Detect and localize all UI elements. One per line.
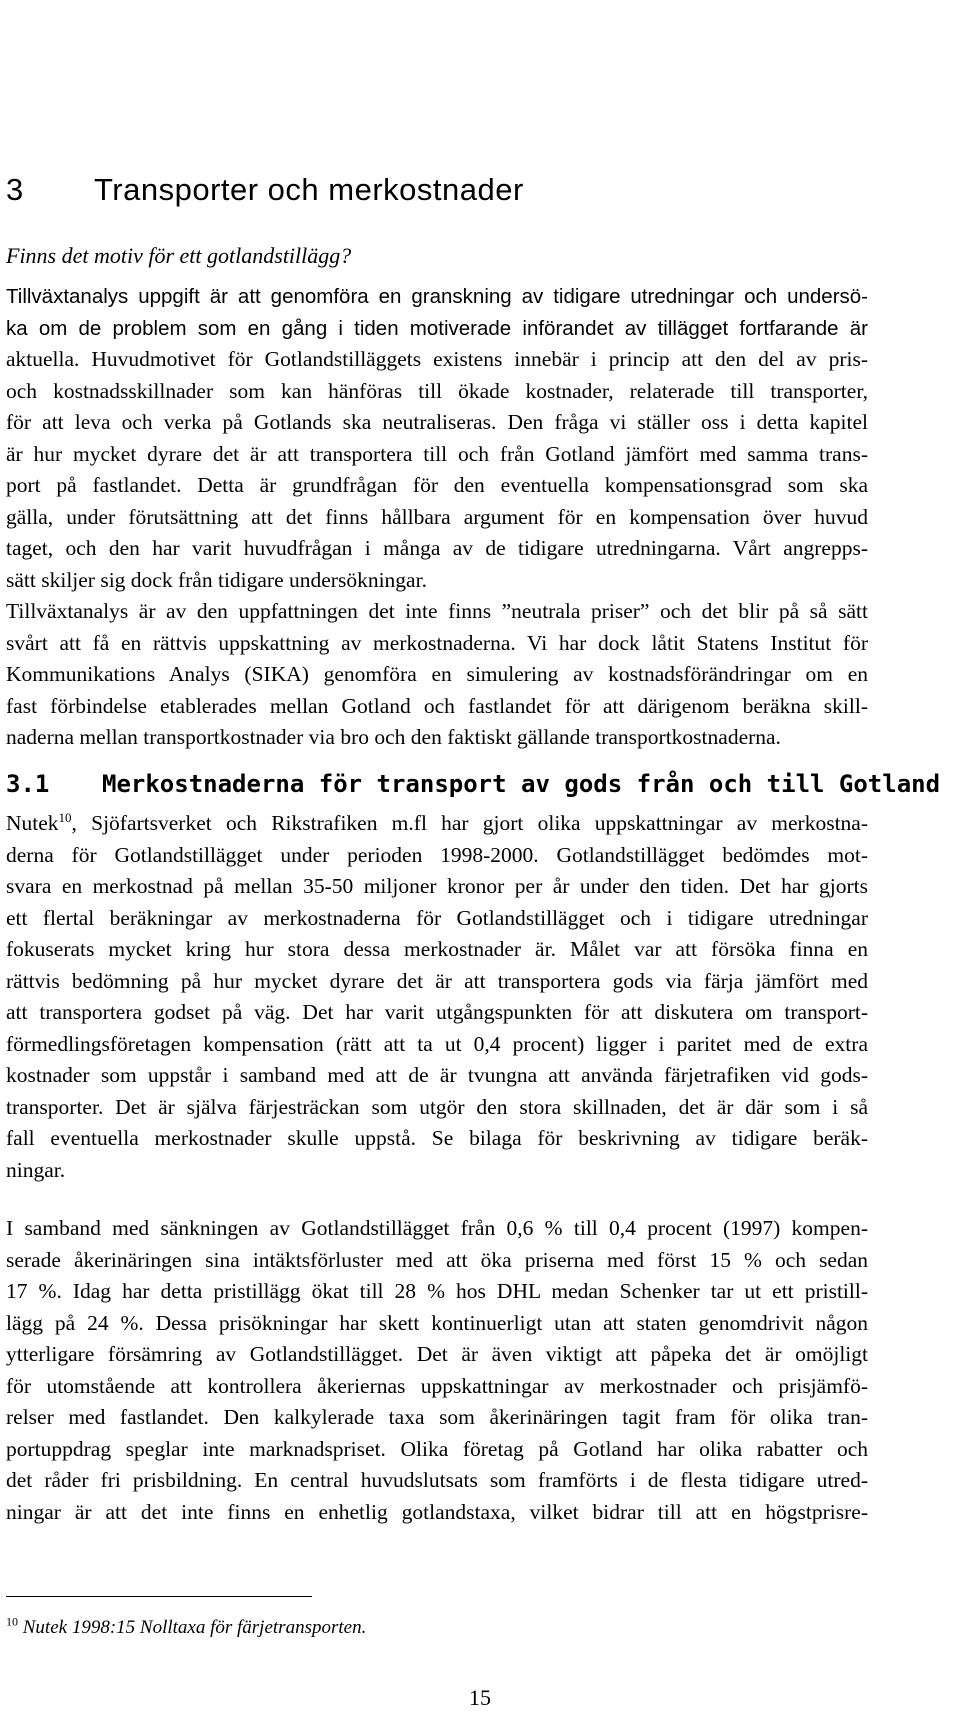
chapter-question: Finns det motiv för ett gotlandstillägg? [6, 243, 352, 268]
paragraph-line: lägg på 24 %. Dessa prisökningar har skett kontinuerligt utan att staten genomdrivit någon [6, 1310, 868, 1335]
paragraph-line: transporter. Det är själva färjesträckan som utgör den stora skillnaden, det är där som i så [6, 1094, 868, 1119]
chapter-title: Transporter och merkostnader [94, 172, 524, 207]
paragraph-line: och kostnadsskillnader som kan hänföras till ökade kostnader, relaterade till transporter, [6, 378, 868, 403]
section-title: Merkostnaderna för transport av gods från och till Gotland [102, 770, 941, 798]
paragraph-two [6, 596, 868, 754]
paragraph-line: det råder fri prisbildning. En central huvudslutsats som framförts i de flesta tidigare utred- [6, 1468, 868, 1492]
paragraph-line: Tillväxtanalys är av den uppfattningen det inte finns ”neutrala priser” och det blir på så sätt [6, 599, 868, 623]
paragraph-line: Kommunikations Analys (SIKA) genomföra en simulering av kostnadsförändringar om en [6, 662, 868, 686]
intro-paragraph [6, 281, 868, 596]
paragraph-line: naderna mellan transportkostnader via bro och den faktiskt gällande transportkostnaderna. [6, 725, 781, 749]
chapter-heading [6, 172, 524, 208]
paragraph-line: 17 %. Idag har detta pristillägg ökat till 28 % hos DHL medan Schenker tar ut ett pristill- [6, 1279, 868, 1303]
footnote-reference[interactable]: 10 [58, 809, 72, 825]
section-number: 3.1 [6, 770, 50, 798]
page-number: 15 [469, 1685, 491, 1710]
paragraph-line: för att leva och verka på Gotlands ska neutraliseras. Den fråga vi ställer oss i detta kapitel [6, 410, 868, 434]
paragraph-line: ningar. [6, 1157, 66, 1182]
paragraph-line: förmedlingsföretagen kompensation (rätt att ta ut 0,4 procent) ligger i paritet med de extra [6, 1031, 868, 1056]
paragraph-line: taget, och den har varit huvudfrågan i många av de tidigare utredningarna. Vårt angrepps- [6, 536, 868, 560]
paragraph-line: rättvis bedömning på hur mycket dyrare det är att transportera gods via färja jämfört med [6, 968, 868, 993]
paragraph-line: port på fastlandet. Detta är grundfrågan för den eventuella kompensationsgrad som ska [6, 473, 868, 497]
paragraph-line: kostnader som uppstår i samband med att de är tvungna att använda färjetrafiken vid gods- [6, 1063, 868, 1087]
footnote [6, 1614, 367, 1639]
paragraph-line: relser med fastlandet. Den kalkylerade taxa som åkerinäringen tagit fram för olika tran- [6, 1405, 868, 1429]
paragraph-line: Tillväxtanalys uppgift är att genomföra en granskning av tidigare utredningar och undersö- [6, 285, 868, 308]
paragraph-line: fast förbindelse etablerades mellan Gotland och fastlandet för att därigenom beräkna skill- [6, 693, 868, 718]
paragraph-line: sätt skiljer sig dock från tidigare undersökningar. [6, 567, 427, 592]
paragraph-line: serade åkerinäringen sina intäktsförluster med att öka priserna med först 15 % och sedan [6, 1247, 868, 1272]
paragraph-line: fokuserats mycket kring hur stora dessa merkostnader är. Målet var att försöka finna en [6, 937, 868, 961]
paragraph-line: ka om de problem som en gång i tiden motiverade införandet av tillägget fortfarande är [6, 316, 868, 340]
line-rest: , Sjöfartsverket och Rikstrafiken m.fl har gjort olika uppskattningar av merkostna- [71, 811, 868, 835]
paragraph-line: ningar är att det inte finns en enhetlig gotlandstaxa, vilket bidrar till att en högstprisre- [6, 1499, 868, 1524]
paragraph-line: är hur mycket dyrare det är att transportera till och från Gotland jämfört med samma trans- [6, 441, 868, 466]
paragraph-four [6, 1213, 868, 1528]
nutek-word: Nutek [6, 811, 59, 835]
paragraph-line: ett flertal beräkningar av merkostnaderna för Gotlandstillägget och i tidigare utredningar [6, 905, 868, 930]
footnote-text: Nutek 1998:15 Nolltaxa för färjetransporten. [22, 1617, 367, 1638]
paragraph-line: derna för Gotlandstillägget under perioden 1998-2000. Gotlandstillägget bedömdes mot- [6, 842, 868, 867]
paragraph-line: gälla, under förutsättning att det finns hållbara argument för en kompensation över huvud [6, 504, 868, 529]
paragraph-line: ytterligare försämring av Gotlandstillägget. Det är även viktigt att påpeka det är omöjligt [6, 1342, 868, 1366]
section-heading [6, 770, 940, 798]
paragraph-line: I samband med sänkningen av Gotlandstillägget från 0,6 % till 0,4 procent (1997) kompen- [6, 1216, 868, 1240]
footnote-divider [6, 1596, 312, 1597]
paragraph-line [6, 808, 868, 840]
paragraph-line: portuppdrag speglar inte marknadspriset. Olika företag på Gotland har olika rabatter och [6, 1436, 868, 1461]
paragraph-line: aktuella. Huvudmotivet för Gotlandstilläggets existens innebär i princip att den del av pris- [6, 347, 868, 371]
chapter-number: 3 [6, 172, 24, 207]
paragraph-line: svårt att få en rättvis uppskattning av merkostnaderna. Vi har dock låtit Statens Institut för [6, 630, 868, 655]
paragraph-line: svara en merkostnad på mellan 35-50 miljoner kronor per år under den tiden. Det har gjorts [6, 874, 868, 898]
paragraph-line: att transportera godset på väg. Det har varit utgångspunkten för att diskutera om transport- [6, 1000, 868, 1024]
paragraph-line: för utomstående att kontrollera åkeriernas uppskattningar av merkostnader och prisjämfö- [6, 1373, 868, 1398]
paragraph-line: fall eventuella merkostnader skulle uppstå. Se bilaga för beskrivning av tidigare beräk- [6, 1126, 868, 1150]
footnote-number: 10 [6, 1614, 18, 1629]
paragraph-three [6, 808, 868, 1186]
